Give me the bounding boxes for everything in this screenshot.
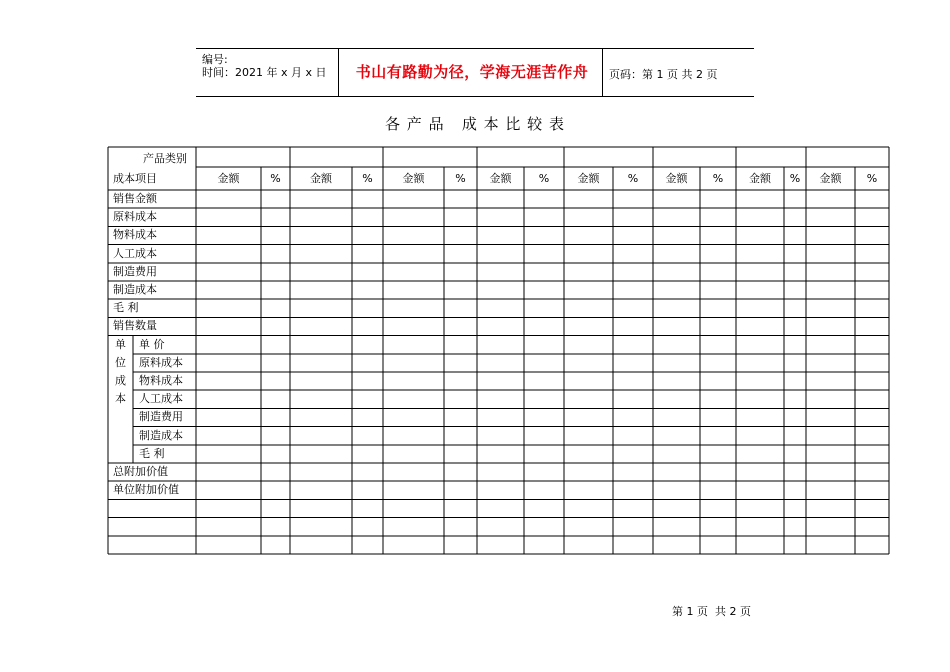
column-header-amount: 金额 bbox=[310, 172, 332, 185]
column-header-percent: % bbox=[538, 172, 550, 185]
unit-group-char: 位 bbox=[115, 355, 126, 369]
unit-row-label: 原料成本 bbox=[139, 355, 183, 369]
column-header-amount: 金额 bbox=[749, 172, 771, 185]
row-label: 原料成本 bbox=[113, 210, 157, 224]
row-label: 销售金额 bbox=[113, 192, 157, 205]
row-label: 制造费用 bbox=[113, 264, 157, 278]
row-label: 制造成本 bbox=[113, 283, 157, 296]
page-title: 各 产 品 成 本 比 较 表 bbox=[385, 115, 565, 133]
header-product-category: 产品类别 bbox=[143, 152, 187, 165]
column-header-amount: 金额 bbox=[489, 172, 512, 185]
row-label: 人工成本 bbox=[113, 246, 157, 260]
column-header-percent: % bbox=[866, 172, 878, 185]
unit-row-label: 毛 利 bbox=[139, 446, 165, 460]
unit-group-char: 单 bbox=[115, 337, 126, 351]
column-header-percent: % bbox=[627, 172, 639, 185]
row-label: 物料成本 bbox=[113, 228, 157, 242]
unit-row-label: 制造费用 bbox=[139, 410, 183, 424]
column-header-percent: % bbox=[362, 172, 373, 185]
date-label: 时间：2021 年 x 月 x 日 bbox=[202, 66, 327, 79]
unit-row-label: 物料成本 bbox=[139, 374, 183, 387]
column-header-amount: 金额 bbox=[402, 172, 425, 185]
motto: 书山有路勤为径，学海无涯苦作舟 bbox=[355, 63, 589, 81]
row-label: 销售数量 bbox=[113, 319, 157, 333]
unit-row-label: 制造成本 bbox=[139, 428, 183, 442]
unit-row-label: 人工成本 bbox=[139, 392, 183, 406]
row-label: 单位附加价值 bbox=[113, 483, 179, 497]
row-label: 总附加价值 bbox=[113, 465, 168, 478]
column-header-amount: 金额 bbox=[217, 172, 240, 185]
column-header-amount: 金额 bbox=[819, 172, 842, 185]
page-footer: 第 1 页 共 2 页 bbox=[672, 605, 751, 618]
column-header-percent: % bbox=[789, 172, 801, 185]
column-header-percent: % bbox=[712, 172, 724, 185]
column-header-amount: 金额 bbox=[665, 172, 688, 185]
column-header-percent: % bbox=[455, 172, 466, 185]
column-header-percent: % bbox=[270, 172, 281, 185]
unit-row-label: 单 价 bbox=[139, 337, 165, 351]
row-label: 毛 利 bbox=[113, 301, 139, 315]
column-header-amount: 金额 bbox=[577, 172, 600, 185]
serial-label: 编号: bbox=[202, 53, 228, 66]
unit-group-char: 本 bbox=[115, 392, 126, 406]
unit-group-char: 成 bbox=[115, 374, 126, 387]
page-indicator: 页码：第 1 页 共 2 页 bbox=[609, 68, 718, 81]
header-cost-item: 成本项目 bbox=[113, 172, 157, 185]
